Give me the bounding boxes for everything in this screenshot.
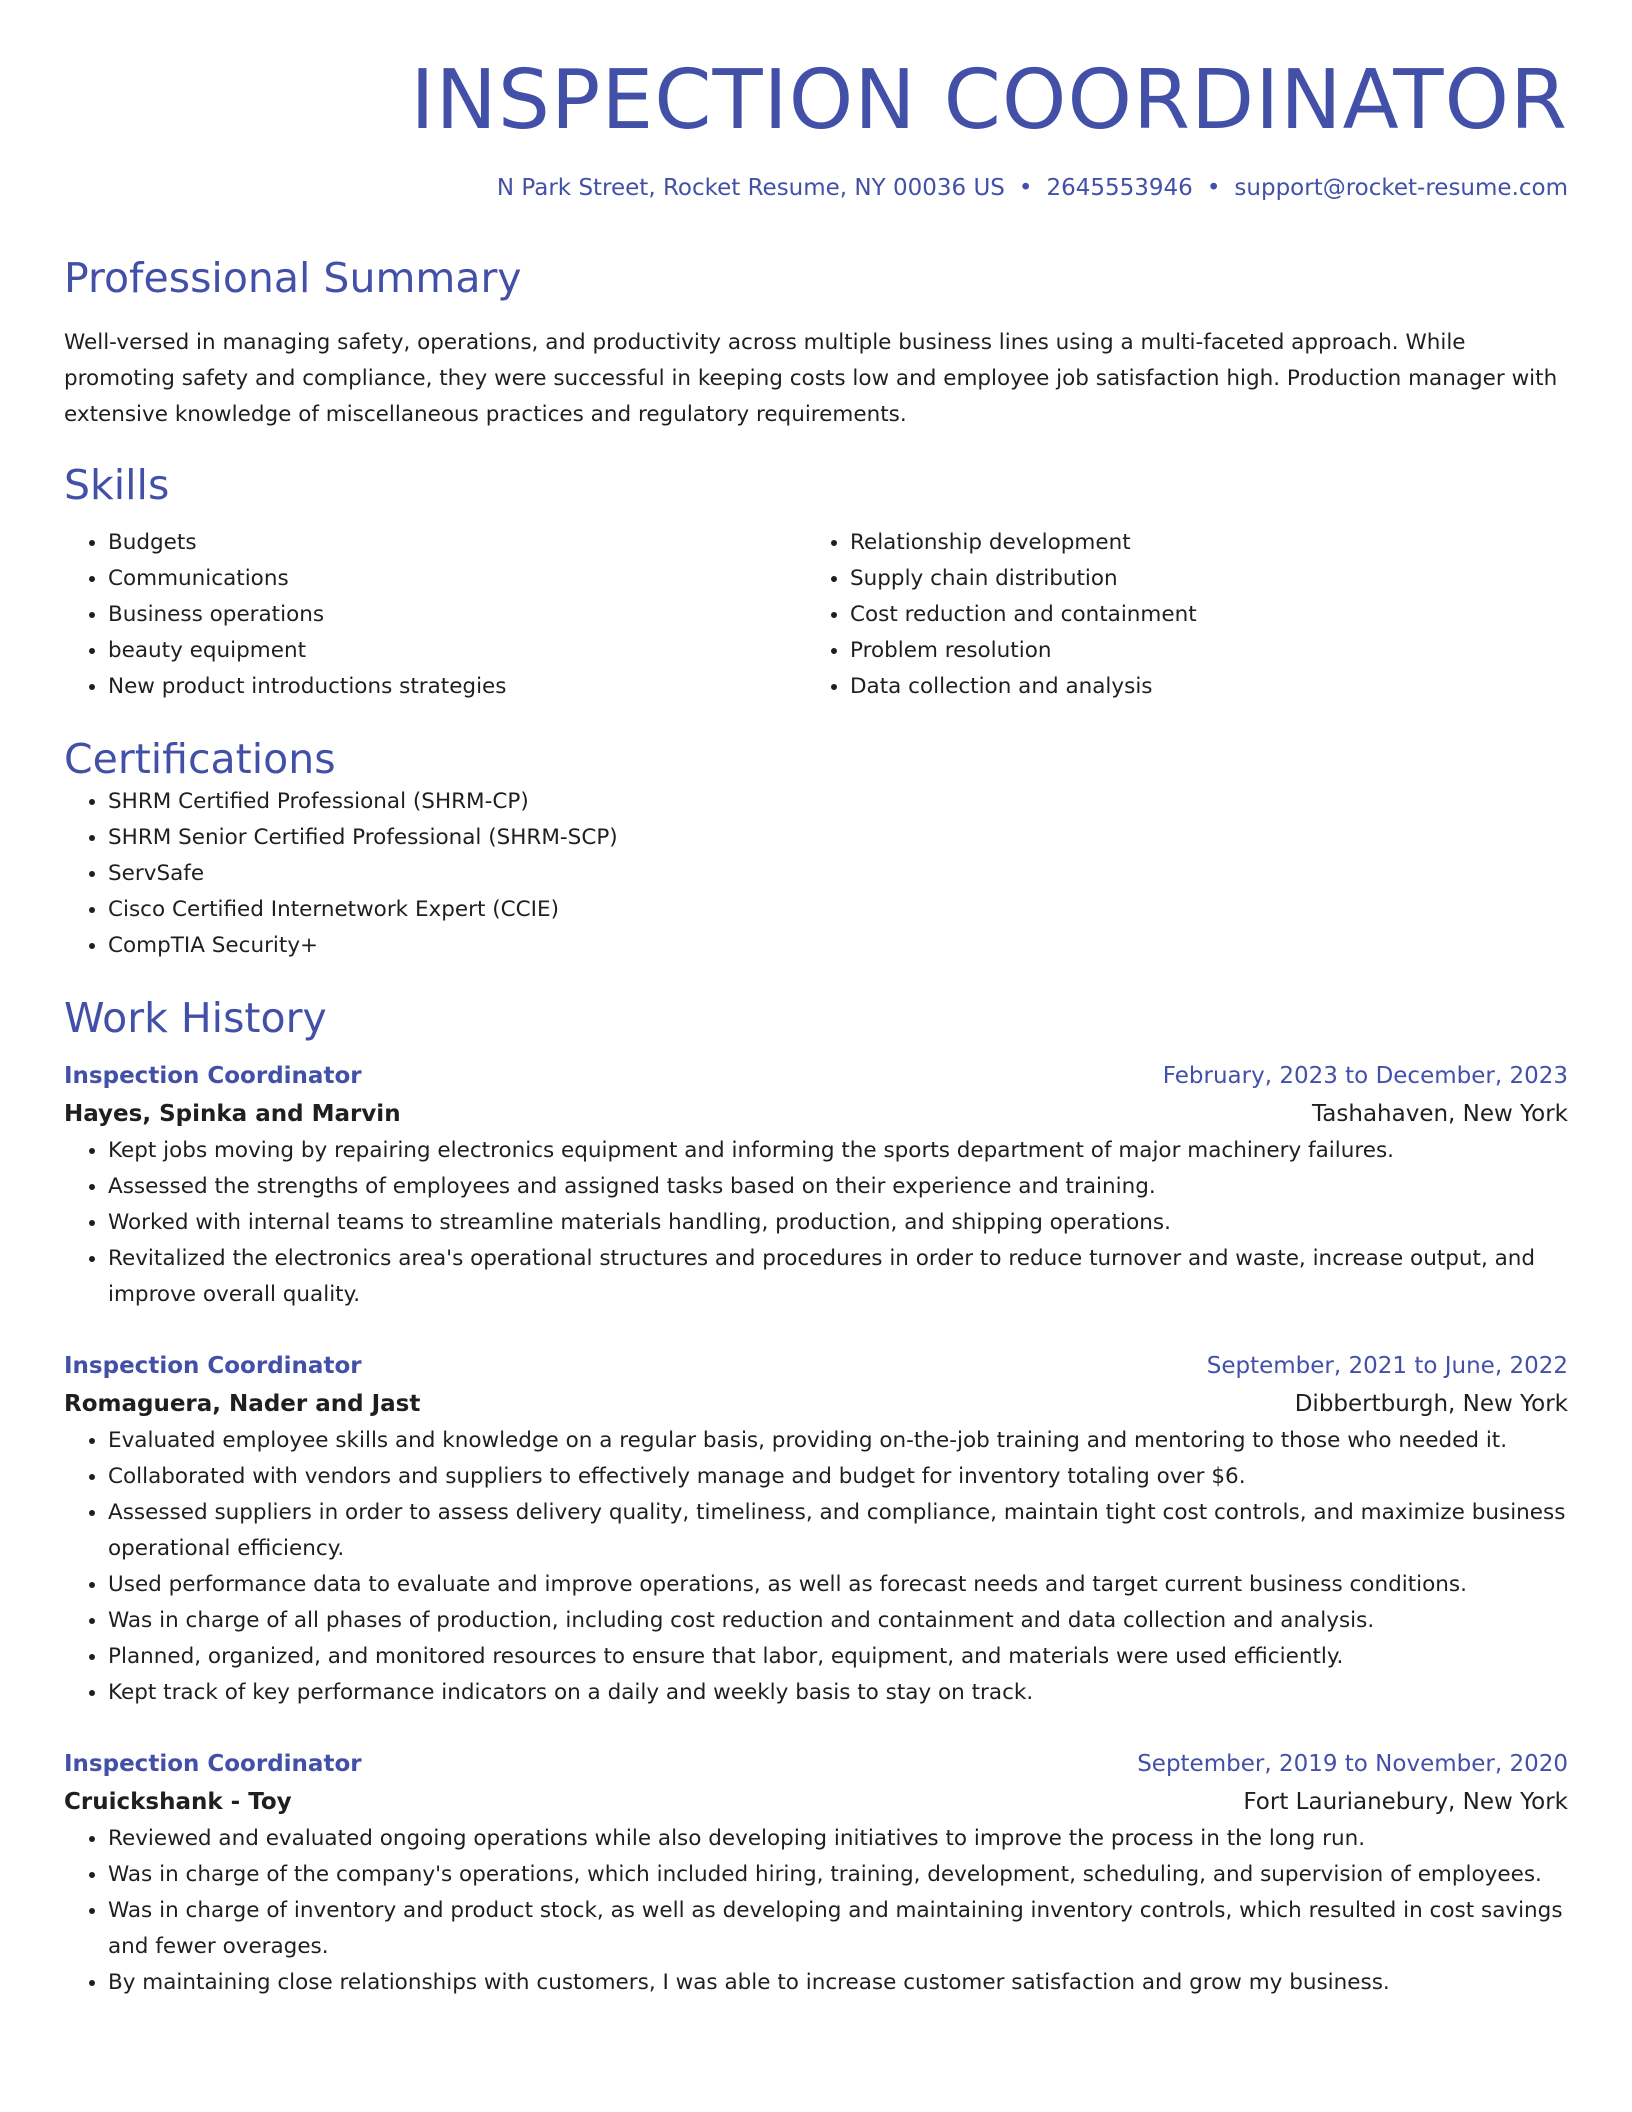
contact-line — [64, 174, 1568, 204]
job-bullet: • Evaluated employee skills and knowledge on a regular basis, providing on-the-job training and mentoring to those who needed it. — [108, 1423, 1568, 1459]
job-bullet: • Kept track of key performance indicators on a daily and weekly basis to stay on track. — [108, 1675, 1568, 1711]
job-bullet: • Was in charge of inventory and product stock, as well as developing and maintaining inventory controls, which resulted in cost savings and fewer overages. — [108, 1893, 1568, 1965]
job-location: Tashahaven, New York — [1312, 1101, 1568, 1128]
job-company-row — [64, 1385, 1568, 1423]
certifications-list — [64, 784, 1568, 964]
summary-heading: Professional Summary — [64, 254, 522, 303]
skill-item: • Business operations — [108, 597, 806, 633]
job-bullets — [64, 1821, 1568, 2001]
job-bullet: • Worked with internal teams to streamline materials handling, production, and shipping operations. — [108, 1205, 1568, 1241]
skills-list-right — [806, 525, 1548, 705]
job-header-row — [64, 1057, 1568, 1095]
job-bullet: • Was in charge of all phases of production, including cost reduction and containment and data collection and analysis. — [108, 1603, 1568, 1639]
skill-item: • Relationship development — [850, 525, 1548, 561]
certification-item: • SHRM Senior Certified Professional (SHRM-SCP) — [108, 820, 1568, 856]
contact-separator: • — [1206, 175, 1221, 202]
skill-item: • Cost reduction and containment — [850, 597, 1548, 633]
skill-item: • Problem resolution — [850, 633, 1548, 669]
job-company-row — [64, 1783, 1568, 1821]
job-bullet: • Assessed suppliers in order to assess delivery quality, timeliness, and compliance, maintain tight cost controls, and maximize business operational efficiency. — [108, 1495, 1568, 1567]
job-company: Cruickshank - Toy — [64, 1789, 292, 1816]
job-title: Inspection Coordinator — [64, 1063, 362, 1090]
job-bullet: • Planned, organized, and monitored resources to ensure that labor, equipment, and materials were used efficiently. — [108, 1639, 1568, 1675]
skills-list-left — [64, 525, 806, 705]
skills-grid — [64, 525, 1568, 705]
certifications-heading: Certifications — [64, 734, 336, 783]
skill-item: • Data collection and analysis — [850, 669, 1548, 705]
certification-item: • CompTIA Security+ — [108, 928, 1568, 964]
contact-address: N Park Street, Rocket Resume, NY 00036 US — [496, 175, 1005, 202]
job-location: Fort Laurianebury, New York — [1243, 1789, 1568, 1816]
job-dates: September, 2019 to November, 2020 — [1137, 1751, 1568, 1778]
work-history-heading: Work History — [64, 993, 327, 1042]
skill-item: • Communications — [108, 561, 806, 597]
contact-phone: 2645553946 — [1046, 175, 1193, 202]
summary-text: Well-versed in managing safety, operations, and productivity across multiple business lines using a multi-faceted approach. While promoting safety and compliance, they were successful in keeping costs low and employee job satisfaction high. Production manager with extensive knowledge of miscellaneous practices and regulatory requirements. — [64, 330, 1558, 428]
job-entry — [64, 1347, 1568, 1711]
skill-item: • Budgets — [108, 525, 806, 561]
job-bullet: • Collaborated with vendors and suppliers to effectively manage and budget for inventory totaling over $6. — [108, 1459, 1568, 1495]
skill-item: • New product introductions strategies — [108, 669, 806, 705]
job-bullet: • Assessed the strengths of employees and assigned tasks based on their experience and training. — [108, 1169, 1568, 1205]
job-header-row — [64, 1347, 1568, 1385]
certification-item: • ServSafe — [108, 856, 1568, 892]
job-dates: September, 2021 to June, 2022 — [1206, 1353, 1568, 1380]
job-title: Inspection Coordinator — [64, 1751, 362, 1778]
job-bullet: • Kept jobs moving by repairing electronics equipment and informing the sports department of major machinery failures. — [108, 1133, 1568, 1169]
job-title: Inspection Coordinator — [64, 1353, 362, 1380]
job-bullets — [64, 1133, 1568, 1313]
job-company: Romaguera, Nader and Jast — [64, 1391, 421, 1418]
job-company-row — [64, 1095, 1568, 1133]
skill-item: • beauty equipment — [108, 633, 806, 669]
skill-item: • Supply chain distribution — [850, 561, 1548, 597]
job-bullet: • By maintaining close relationships with customers, I was able to increase customer satisfaction and grow my business. — [108, 1965, 1568, 2001]
skills-column-right — [806, 525, 1548, 705]
contact-separator: • — [1018, 175, 1033, 202]
job-header-row — [64, 1745, 1568, 1783]
job-location: Dibbertburgh, New York — [1294, 1391, 1568, 1418]
job-bullet: • Used performance data to evaluate and improve operations, as well as forecast needs and target current business conditions. — [108, 1567, 1568, 1603]
job-bullet: • Reviewed and evaluated ongoing operations while also developing initiatives to improve the process in the long run. — [108, 1821, 1568, 1857]
job-bullet: • Revitalized the electronics area's operational structures and procedures in order to reduce turnover and waste, increase output, and improve overall quality. — [108, 1241, 1568, 1313]
job-bullets — [64, 1423, 1568, 1711]
certification-item: • Cisco Certified Internetwork Expert (CCIE) — [108, 892, 1568, 928]
resume-page — [64, 0, 1568, 2001]
job-company: Hayes, Spinka and Marvin — [64, 1101, 401, 1128]
contact-email: support@rocket-resume.com — [1234, 175, 1568, 202]
certification-item: • SHRM Certified Professional (SHRM-CP) — [108, 784, 1568, 820]
skills-heading: Skills — [64, 461, 170, 510]
job-bullet: • Was in charge of the company's operations, which included hiring, training, development, scheduling, and supervision of employees. — [108, 1857, 1568, 1893]
job-entry — [64, 1057, 1568, 1313]
skills-column-left — [64, 525, 806, 705]
resume-name: INSPECTION COORDINATOR — [410, 53, 1568, 148]
job-dates: February, 2023 to December, 2023 — [1162, 1063, 1568, 1090]
job-entry — [64, 1745, 1568, 2001]
